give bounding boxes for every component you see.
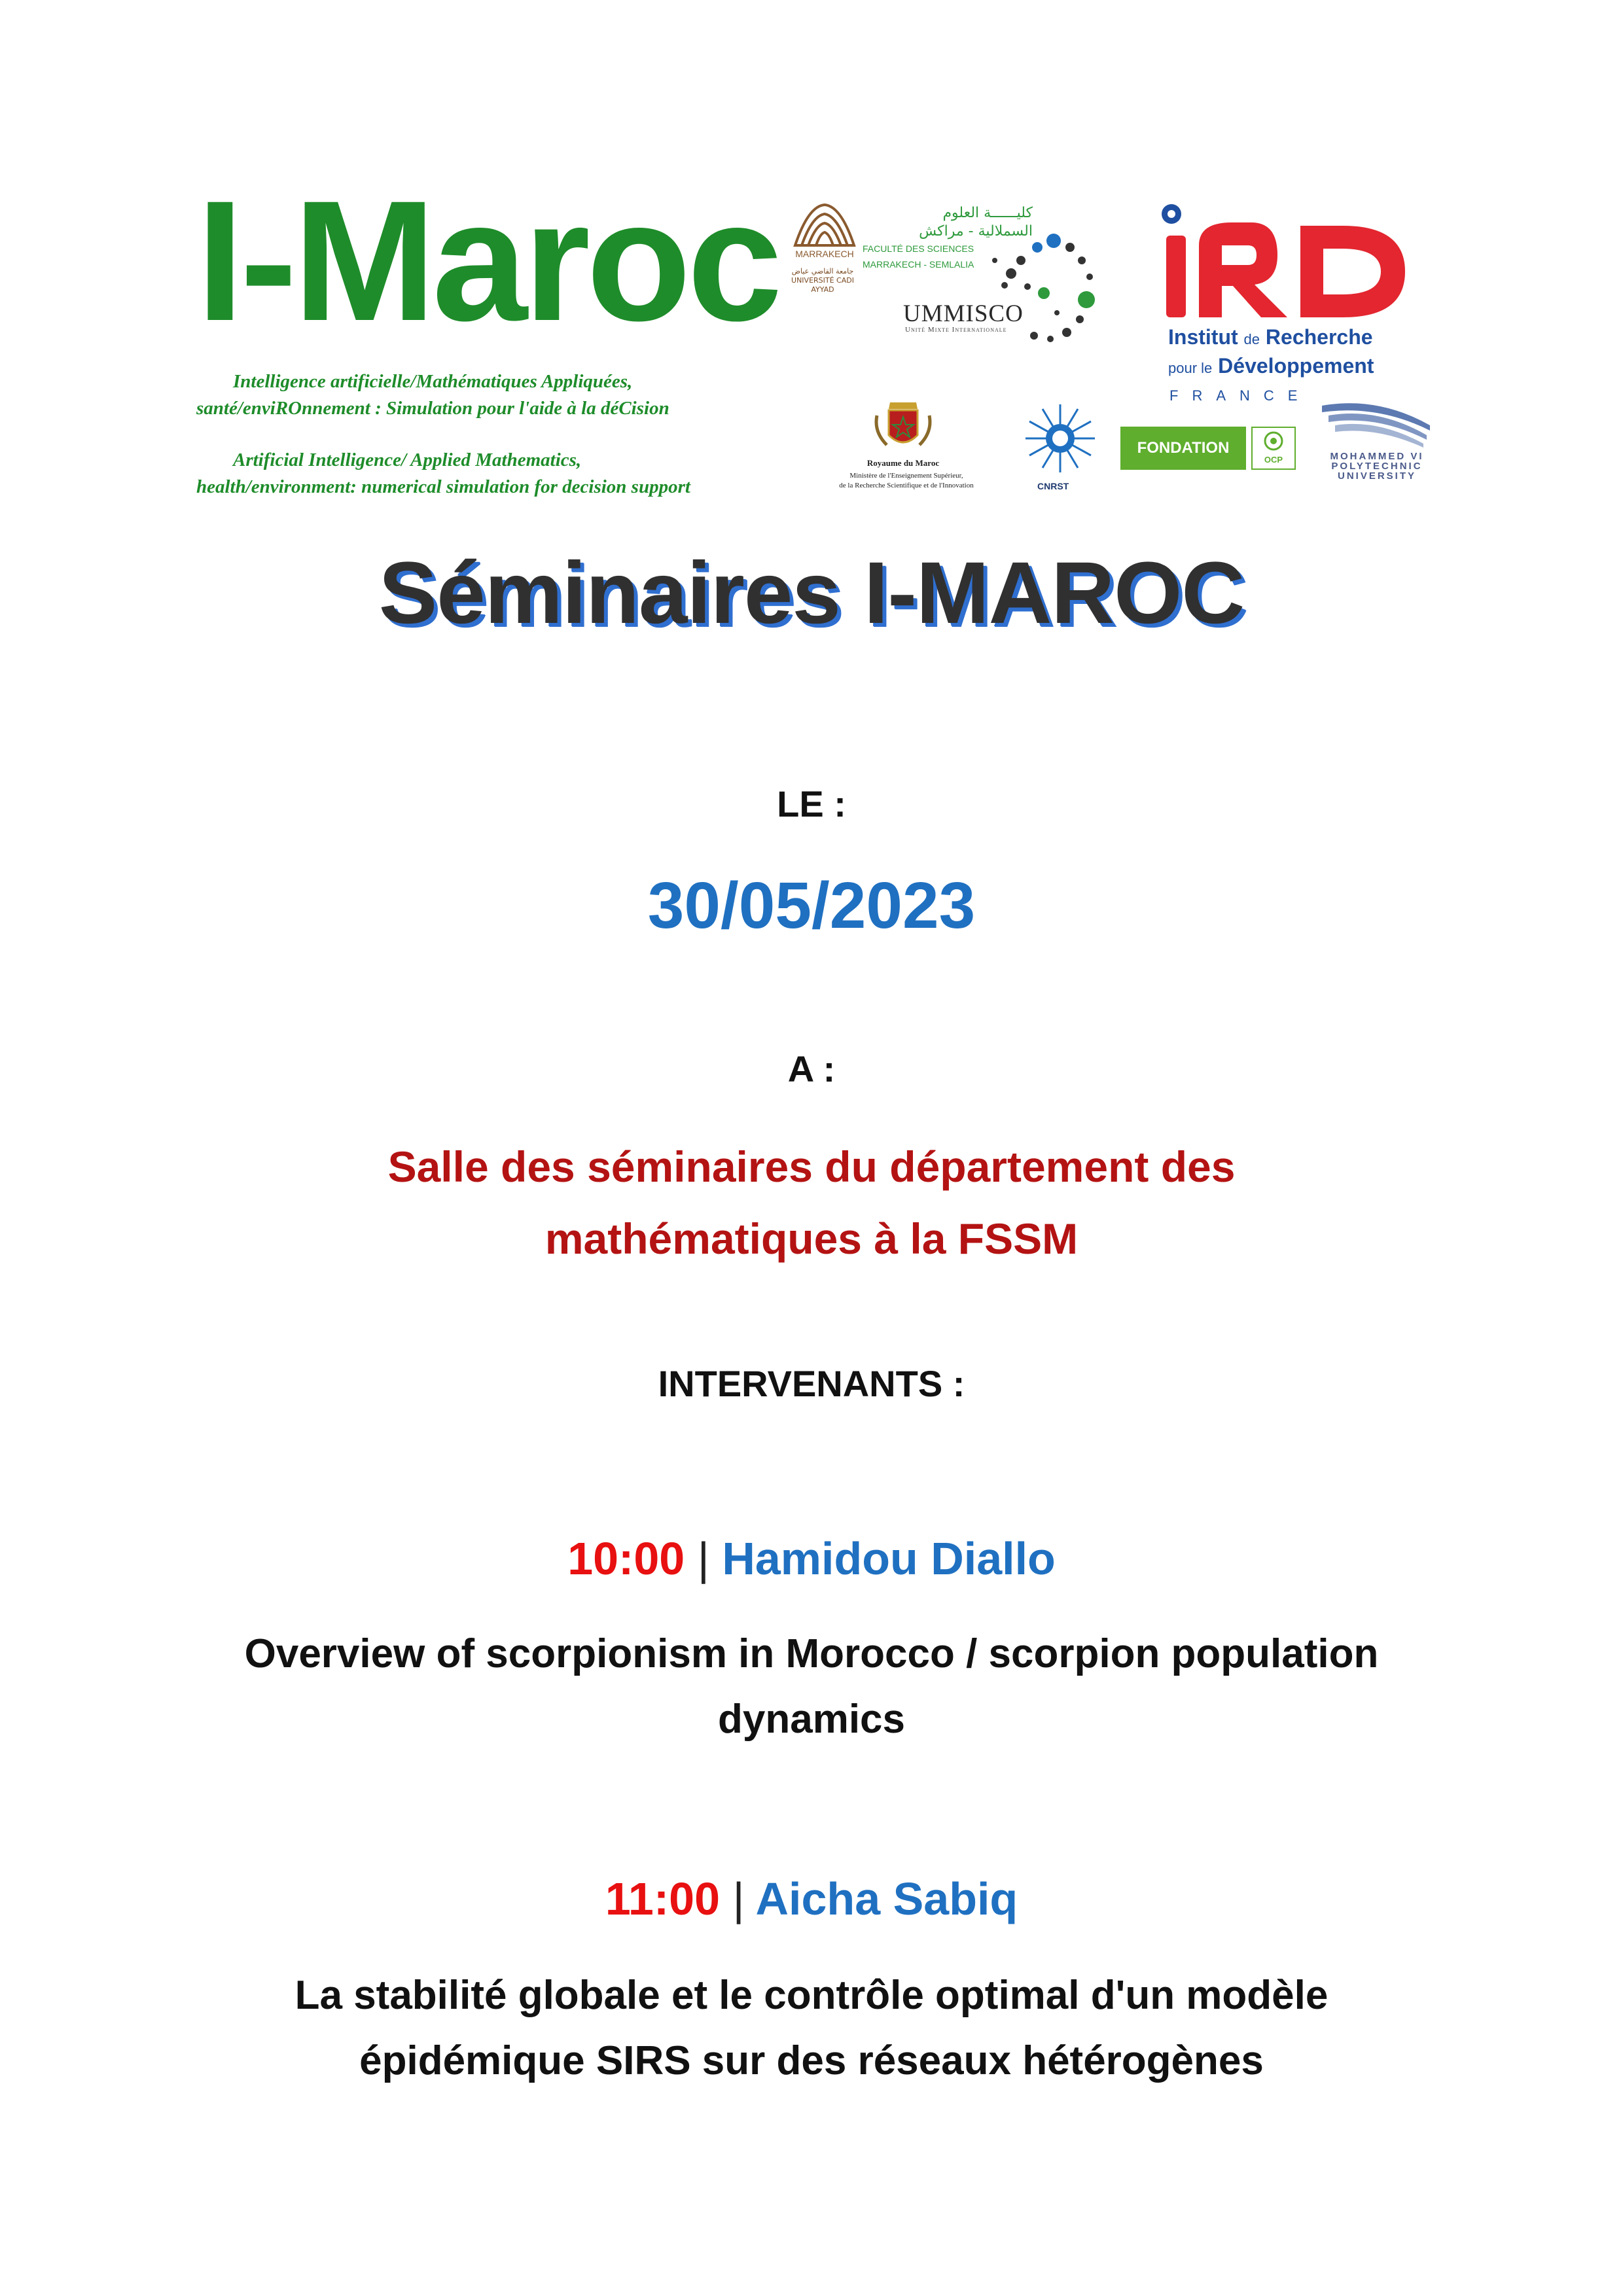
ird-recherche: Recherche <box>1265 325 1373 349</box>
um6p-line-3: UNIVERSITY <box>1337 470 1416 482</box>
fssm-emblem-label: MARRAKECH <box>795 249 854 259</box>
fssm-university-line <box>780 267 865 294</box>
fssm-emblem-icon <box>789 200 861 265</box>
ummisco-subtitle: Unité Mixte Internationale <box>905 326 1007 334</box>
fondation-badge: FONDATION <box>1120 427 1246 470</box>
session-2-title-line-2: épidémique SIRS sur des réseaux hétérogènes <box>359 2038 1264 2083</box>
venue-line-1: Salle des séminaires du département des <box>387 1142 1236 1191</box>
session-1-time: 10:00 <box>567 1533 685 1584</box>
ministry-title: Royaume du Maroc <box>866 458 940 468</box>
um6p-line-1: MOHAMMED VI <box>1330 451 1424 462</box>
speakers-label: INTERVENANTS : <box>658 1363 965 1404</box>
ministry-line-2: de la Recherche Scientifique et de l'Innovation <box>839 482 974 489</box>
ocp-leaf-icon <box>1253 428 1294 454</box>
ummisco-name: UMMISCO <box>903 300 1024 327</box>
ird-pour-le: pour le <box>1168 360 1213 376</box>
cnrst-sunburst-icon <box>1018 399 1103 481</box>
session-1-separator: | <box>697 1533 709 1584</box>
fssm-french-line-1: FACULTÉ DES SCIENCES <box>863 243 974 254</box>
session-1-title-line-1: Overview of scorpionism in Morocco / scorpion population <box>244 1631 1379 1676</box>
um6p-wave-icon <box>1319 399 1433 448</box>
ird-line-1 <box>1168 324 1430 353</box>
tagline-english-line-1: Artificial Intelligence/ Applied Mathematics, <box>233 450 582 470</box>
fssm-university-line-fr: UNIVERSITÉ CADI AYYAD <box>791 276 854 294</box>
ministry-lines <box>798 471 1014 491</box>
ird-de: de <box>1243 331 1260 347</box>
ird-institut: Institut <box>1168 325 1238 349</box>
tagline-french-line-2: santé/enviROnnement : Simulation pour l'aide à la déCision <box>196 398 669 419</box>
cnrst-label: CNRST <box>1037 481 1069 491</box>
um6p-line-2: POLYTECHNIC <box>1331 461 1423 472</box>
session-2-separator: | <box>732 1873 745 1924</box>
tagline-english-line-2: health/environment: numerical simulation for decision support <box>196 476 690 497</box>
fssm-arabic-line-1: كليــــــة العلوم <box>942 205 1033 221</box>
session-2-title <box>0 1963 1623 2094</box>
fssm-french-line-2: MARRAKECH - SEMLALIA <box>863 259 974 270</box>
page-title: Séminaires I-MAROC <box>378 544 1245 642</box>
ird-france: FRANCE <box>1169 387 1311 404</box>
um6p-text <box>1321 451 1433 481</box>
session-1-title-line-2: dynamics <box>717 1697 906 1742</box>
event-date: 30/05/2023 <box>647 869 976 942</box>
tagline-french <box>196 368 669 422</box>
fssm-arabic-line-2: السملالية - مراكش <box>919 223 1033 239</box>
place-label: A : <box>787 1048 836 1089</box>
session-1-title <box>0 1621 1623 1752</box>
ummisco-dots-icon <box>906 221 1122 365</box>
session-2-title-line-1: La stabilité globale et le contrôle optimal d'un modèle <box>294 1973 1329 2018</box>
venue-line-2: mathématiques à la FSSM <box>544 1214 1079 1263</box>
ird-logo-icon <box>1160 200 1421 324</box>
session-1-header <box>0 1532 1623 1585</box>
i-maroc-logo: I-Maroc <box>196 165 779 357</box>
ird-line-2 <box>1168 353 1430 381</box>
date-label: LE : <box>777 783 846 824</box>
morocco-coat-of-arms-icon <box>870 396 936 455</box>
session-2-speaker: Aicha Sabiq <box>755 1873 1018 1924</box>
session-2-time: 11:00 <box>605 1873 720 1924</box>
ministry-line-1: Ministère de l'Enseignement Supérieur, <box>849 472 963 480</box>
session-1-speaker: Hamidou Diallo <box>722 1533 1056 1584</box>
ocp-label: OCP <box>1264 455 1283 465</box>
tagline-french-line-1: Intelligence artificielle/Mathématiques Appliquées, <box>233 371 633 392</box>
event-venue <box>0 1131 1623 1275</box>
ird-developpement: Développement <box>1218 354 1374 378</box>
tagline-english <box>196 447 690 501</box>
session-2-header <box>0 1873 1623 1926</box>
ird-text-block <box>1168 324 1430 410</box>
fssm-university-line-ar: جامعة القاضي عياض <box>791 267 854 275</box>
